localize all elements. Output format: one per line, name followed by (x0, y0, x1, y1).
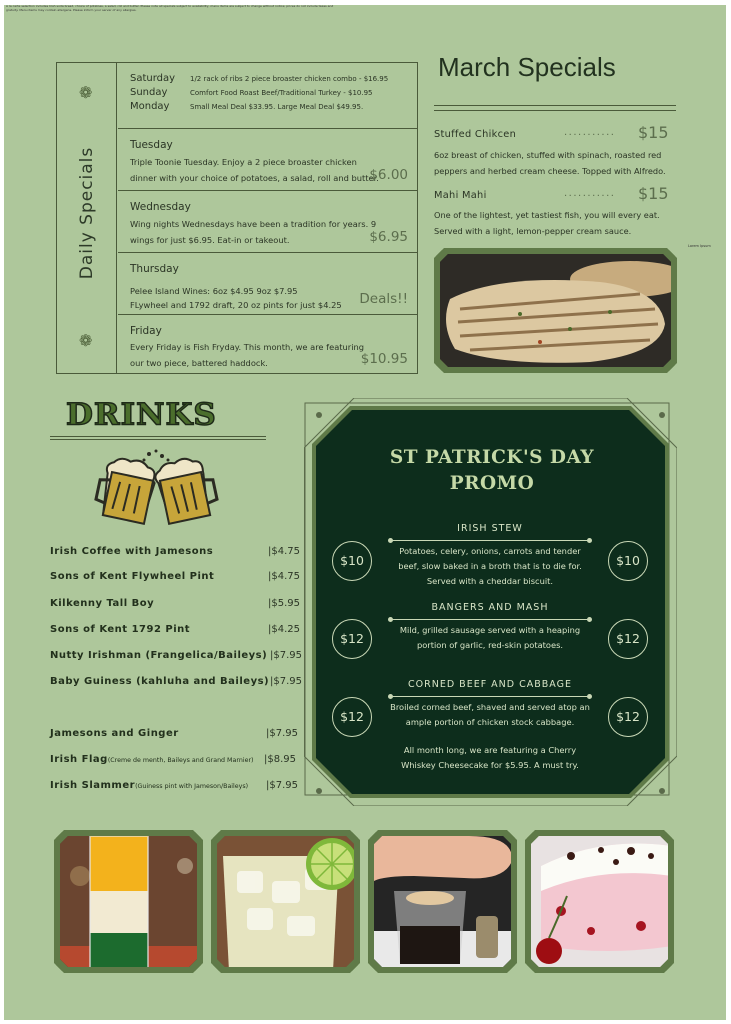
special-row-tuesday (118, 129, 418, 191)
promo-divider (390, 619, 590, 620)
wednesday-price: $6.95 (369, 229, 408, 245)
promo-price-circle: $12 (332, 619, 372, 659)
promo-item-desc: Mild, grilled sausage served with a heaping portion of garlic, red-skin potatoes. (399, 625, 581, 650)
drink-price: |$7.95 (270, 676, 302, 687)
march-item-desc: 6oz breast of chicken, stuffed with spinach, roasted red peppers and herbed cream cheese. Topped with Alfredo. (434, 150, 666, 176)
drink-price: |$4.75 (268, 546, 300, 557)
daily-specials-label: Daily Specials (77, 146, 97, 280)
march-item-desc: One of the lightest, yet tastiest fish, you will every eat. Served with a light, lemon-pepper cream sauce. (434, 210, 660, 236)
promo-divider (390, 696, 590, 697)
drink-name: Nutty Irishman (Frangelica/Baileys) (50, 650, 268, 661)
drink-price: |$7.95 (266, 728, 298, 739)
march-specials-title: March Specials (438, 52, 616, 82)
saturday-desc: 1/2 rack of ribs 2 piece broaster chicken combo - $16.95 (190, 75, 389, 83)
friday-desc: Every Friday is Fish Fryday. This month, we are featuring our two piece, battered haddock. (130, 342, 365, 368)
top-fine-print: A la carte selection includes Irish soda bread, choice of potatoes, a salad, roll and butter. Please note all specials subject to availability, menu items are subject to change without notice; prices do not include taxes and gratuity. Menu items may contain allergens. Please inform your server of any allergies. (6, 5, 334, 12)
drink-price: |$8.95 (264, 754, 296, 765)
promo-item-name: BANGERS AND MASH (431, 602, 549, 613)
drink-note: (Creme de menth, Baileys and Grand Marnier) (107, 757, 254, 764)
shamrock-icon: ❁ (79, 83, 93, 102)
tuesday-desc: Triple Toonie Tuesday. Enjoy a 2 piece broaster chicken dinner with your choice of potatoes, a salad, roll and butter. (130, 157, 379, 183)
drink-name-text: Irish Slammer (50, 780, 136, 791)
special-row-wednesday (118, 191, 418, 253)
march-item-price: $15 (638, 123, 669, 142)
day-saturday: Saturday (130, 73, 176, 84)
daily-specials-label-column (57, 63, 117, 373)
march-item-price: $15 (638, 184, 669, 203)
thursday-wines: Pelee Island Wines: 6oz $4.95 9oz $7.95 (130, 286, 298, 296)
divider-line (434, 110, 676, 111)
divider-line (50, 436, 266, 437)
thursday-price: Deals!! (359, 291, 408, 307)
divider-line (50, 439, 266, 440)
day-sunday: Sunday (130, 87, 168, 98)
day-wednesday: Wednesday (130, 201, 191, 213)
drink-name-text: Irish Flag (50, 754, 108, 765)
drink-name: Sons of Kent 1792 Pint (50, 624, 191, 635)
special-row-friday (118, 315, 418, 375)
drink-name: Baby Guiness (kahluha and Baileys) (50, 676, 270, 687)
promo-price-circle: $10 (332, 541, 372, 581)
promo-item-name: CORNED BEEF AND CABBAGE (408, 679, 572, 690)
promo-footer: All month long, we are featuring a Cherry Whiskey Cheesecake for $5.95. A must try. (401, 745, 579, 770)
irish-flag-shot-photo (54, 830, 203, 973)
day-friday: Friday (130, 325, 162, 337)
march-item-name: Mahi Mahi (434, 190, 487, 201)
drinks-title: DRINKS (66, 397, 217, 433)
drink-price: |$7.95 (270, 650, 302, 661)
layered-shot-image (60, 836, 197, 967)
drink-price: |$4.75 (268, 571, 300, 582)
wednesday-desc: Wing nights Wednesdays have been a tradition for years. 9 wings for just $6.95. Eat-in or takeout. (130, 219, 377, 245)
thursday-draft: FLywheel and 1792 draft, 20 oz pints for just $4.25 (130, 300, 342, 310)
drink-name (50, 780, 248, 791)
day-tuesday: Tuesday (130, 139, 173, 151)
irish-slammer-photo (368, 830, 517, 973)
drink-name: Sons of Kent Flywheel Pint (50, 571, 215, 582)
slammer-drink-image (374, 836, 511, 967)
promo-item-desc: Broiled corned beef, shaved and served atop an ample portion of chicken stock cabbage. (390, 702, 590, 727)
tuesday-price: $6.00 (369, 167, 408, 183)
drink-price: |$7.95 (266, 780, 298, 791)
promo-title-line1: ST PATRICK'S DAY (389, 447, 595, 468)
drink-name: Kilkenny Tall Boy (50, 598, 155, 609)
highball-lime-image (217, 836, 354, 967)
cheesecake-image (531, 836, 668, 967)
promo-item-name: IRISH STEW (457, 523, 523, 534)
shamrock-icon: ❁ (79, 331, 93, 350)
promo-divider (390, 540, 590, 541)
divider-line (434, 105, 676, 106)
day-thursday: Thursday (130, 263, 179, 275)
drink-name: Irish Coffee with Jamesons (50, 546, 214, 557)
sunday-desc: Comfort Food Roast Beef/Traditional Turkey - $10.95 (190, 89, 373, 97)
friday-price: $10.95 (360, 351, 408, 367)
special-row-weekend (118, 63, 418, 129)
cherry-cheesecake-photo (525, 830, 674, 973)
drink-price: |$5.95 (268, 598, 300, 609)
jamesons-ginger-photo (211, 830, 360, 973)
price-leader-dots: ........... (564, 188, 616, 199)
promo-title (314, 445, 670, 497)
promo-title-line2: PROMO (449, 473, 535, 494)
menu-page (4, 5, 726, 1020)
promo-price-circle: $10 (608, 541, 648, 581)
monday-desc: Small Meal Deal $33.95. Large Meal Deal $49.95. (190, 103, 364, 111)
drink-note: (Guiness pint with Jameson/Baileys) (135, 783, 249, 790)
promo-item-desc: Potatoes, celery, onions, carrots and tender beef, slow baked in a broth that is to die for. Served with a cheddar biscuit. (398, 546, 582, 586)
price-leader-dots: ........... (564, 127, 616, 138)
special-row-thursday (118, 253, 418, 315)
promo-price-circle: $12 (608, 619, 648, 659)
march-item-name: Stuffed Chikcen (434, 129, 517, 140)
beer-mugs-icon (94, 448, 219, 528)
promo-price-circle: $12 (332, 697, 372, 737)
daily-specials-table (56, 62, 418, 374)
drink-name: Jamesons and Ginger (50, 728, 179, 739)
promo-price-circle: $12 (608, 697, 648, 737)
drink-price: |$4.25 (268, 624, 300, 635)
mahi-mahi-photo (434, 248, 677, 373)
drink-name (50, 754, 254, 765)
grilled-fish-image (440, 254, 671, 367)
day-monday: Monday (130, 101, 170, 112)
photo-caption: Lorem Ipsum (688, 244, 711, 248)
